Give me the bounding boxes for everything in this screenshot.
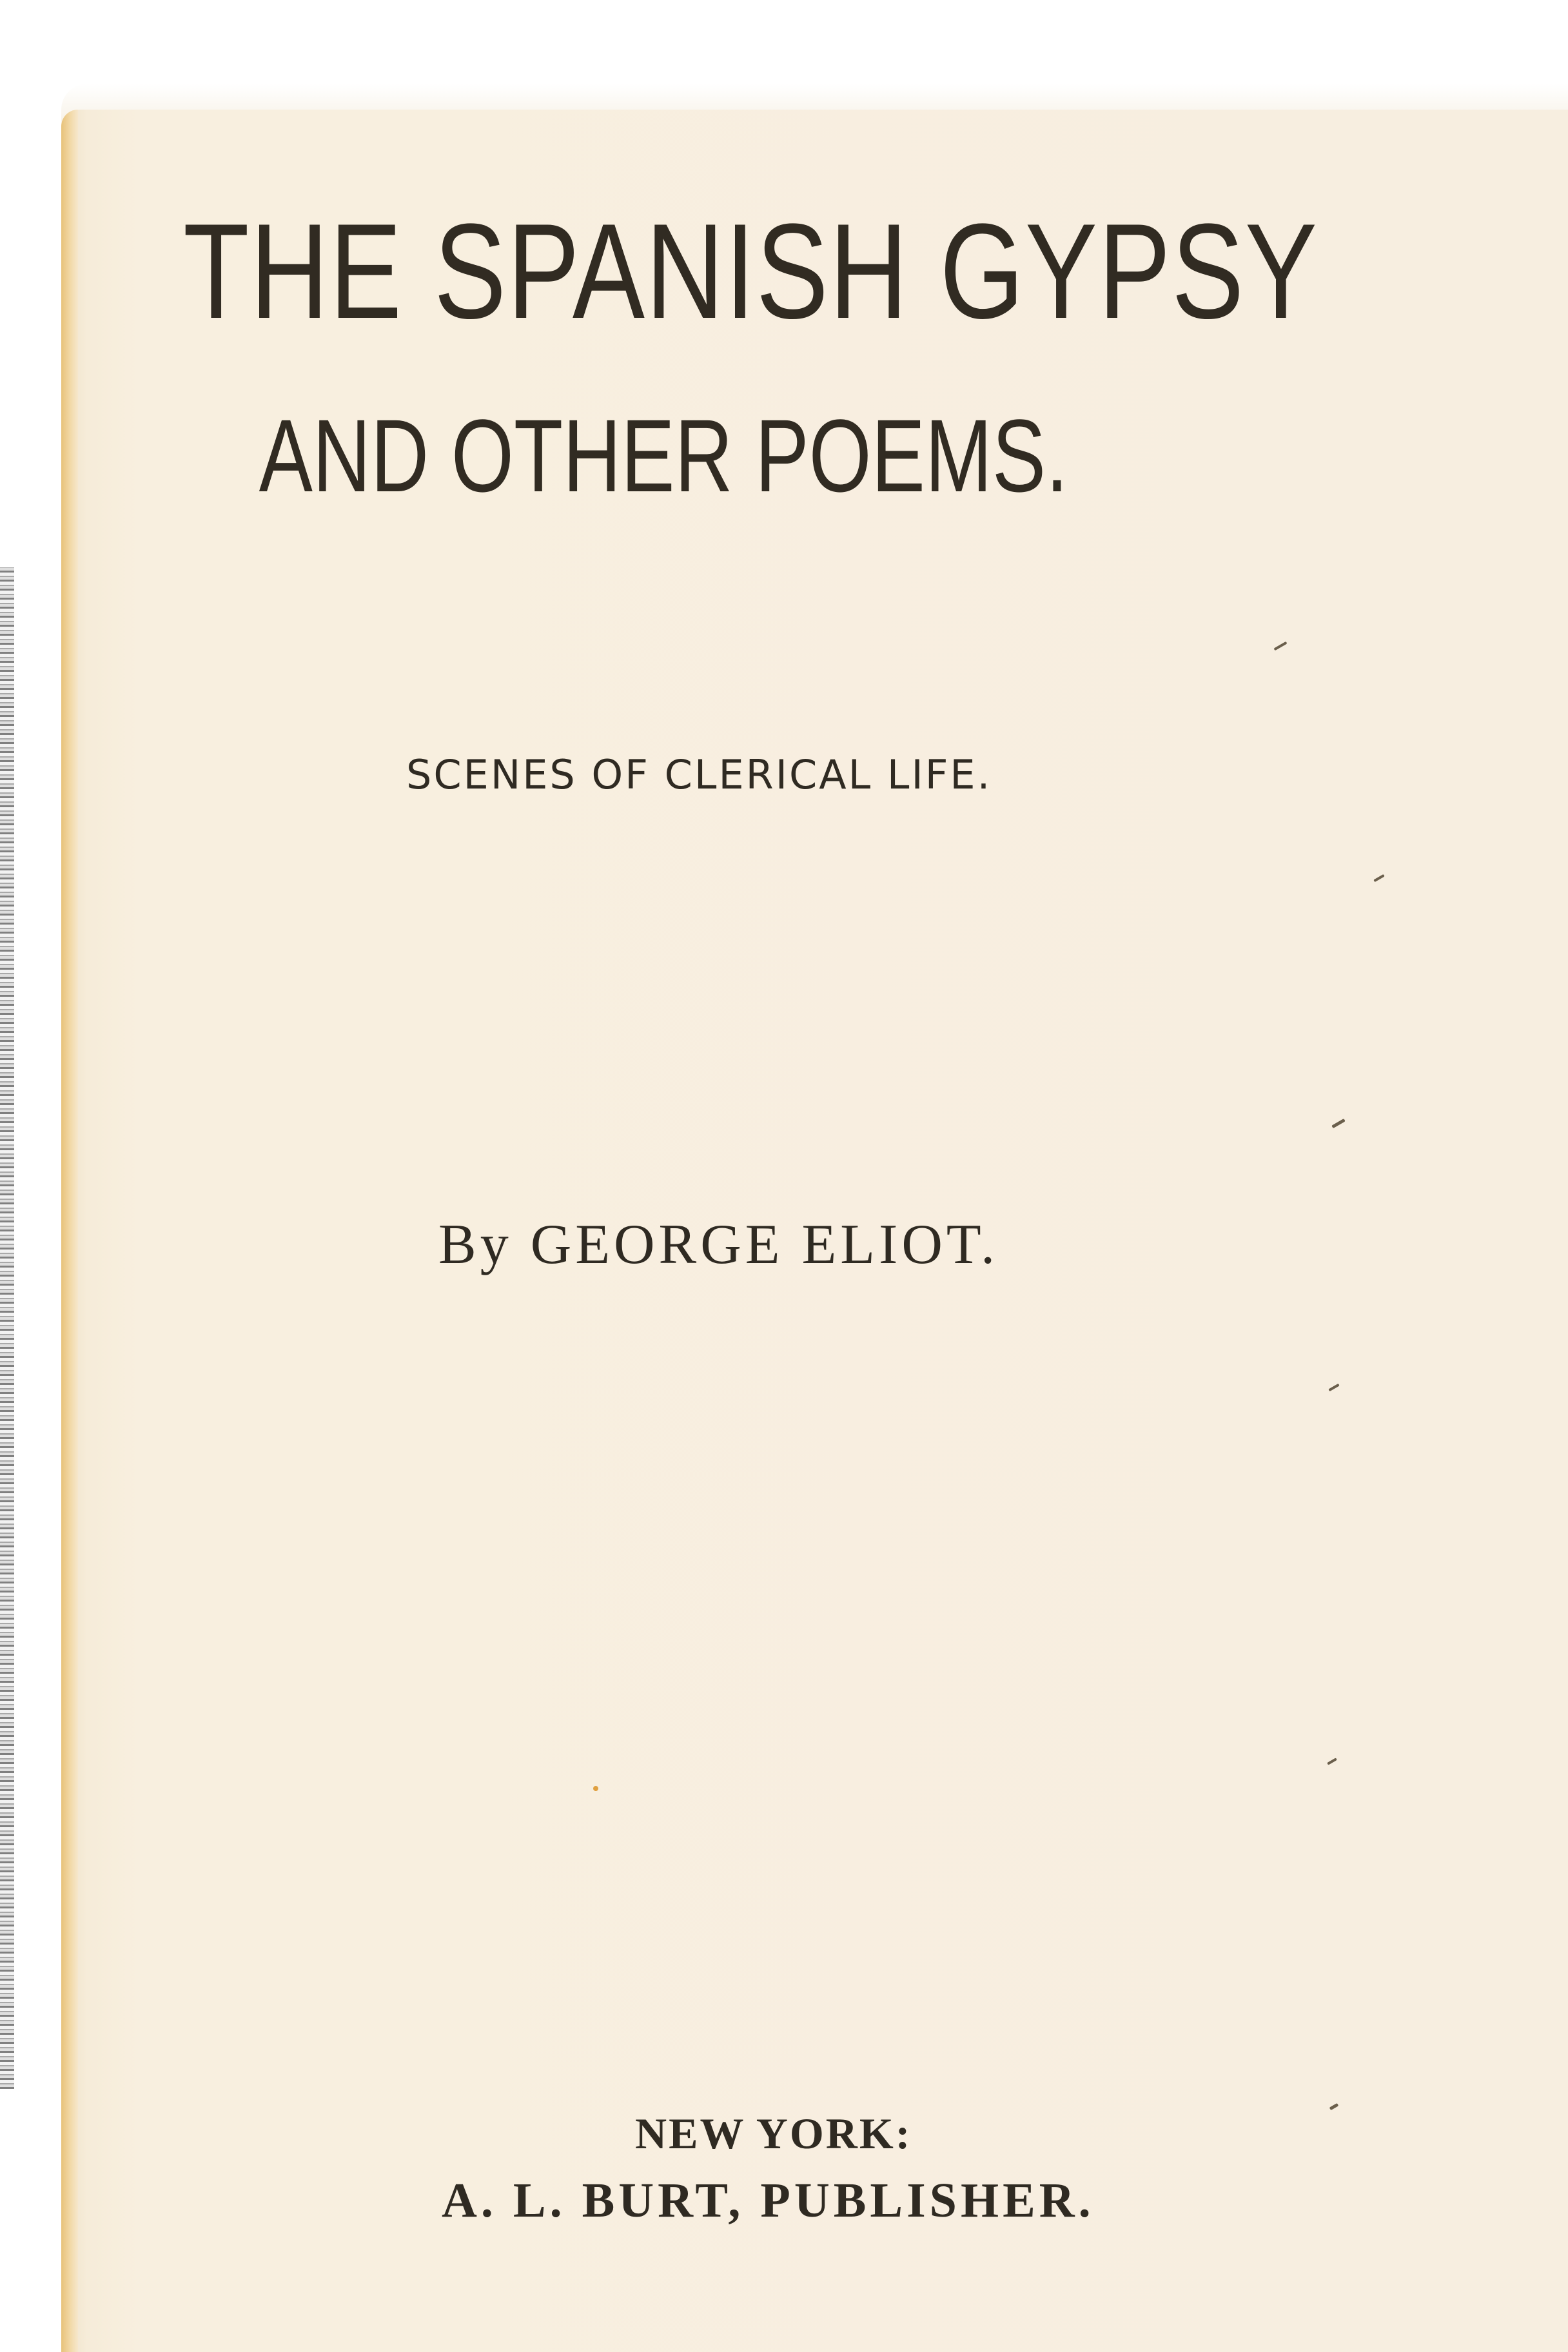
publisher-name: A. L. BURT, PUBLISHER.: [442, 2173, 1095, 2228]
book-title: THE SPANISH GYPSY: [183, 195, 1318, 347]
second-work-title: SCENES OF CLERICAL LIFE.: [406, 751, 992, 798]
author-byline: By GEORGE ELIOT.: [438, 1213, 999, 1276]
publication-place: NEW YORK:: [635, 2109, 912, 2158]
book-subtitle: AND OTHER POEMS.: [259, 398, 1068, 513]
